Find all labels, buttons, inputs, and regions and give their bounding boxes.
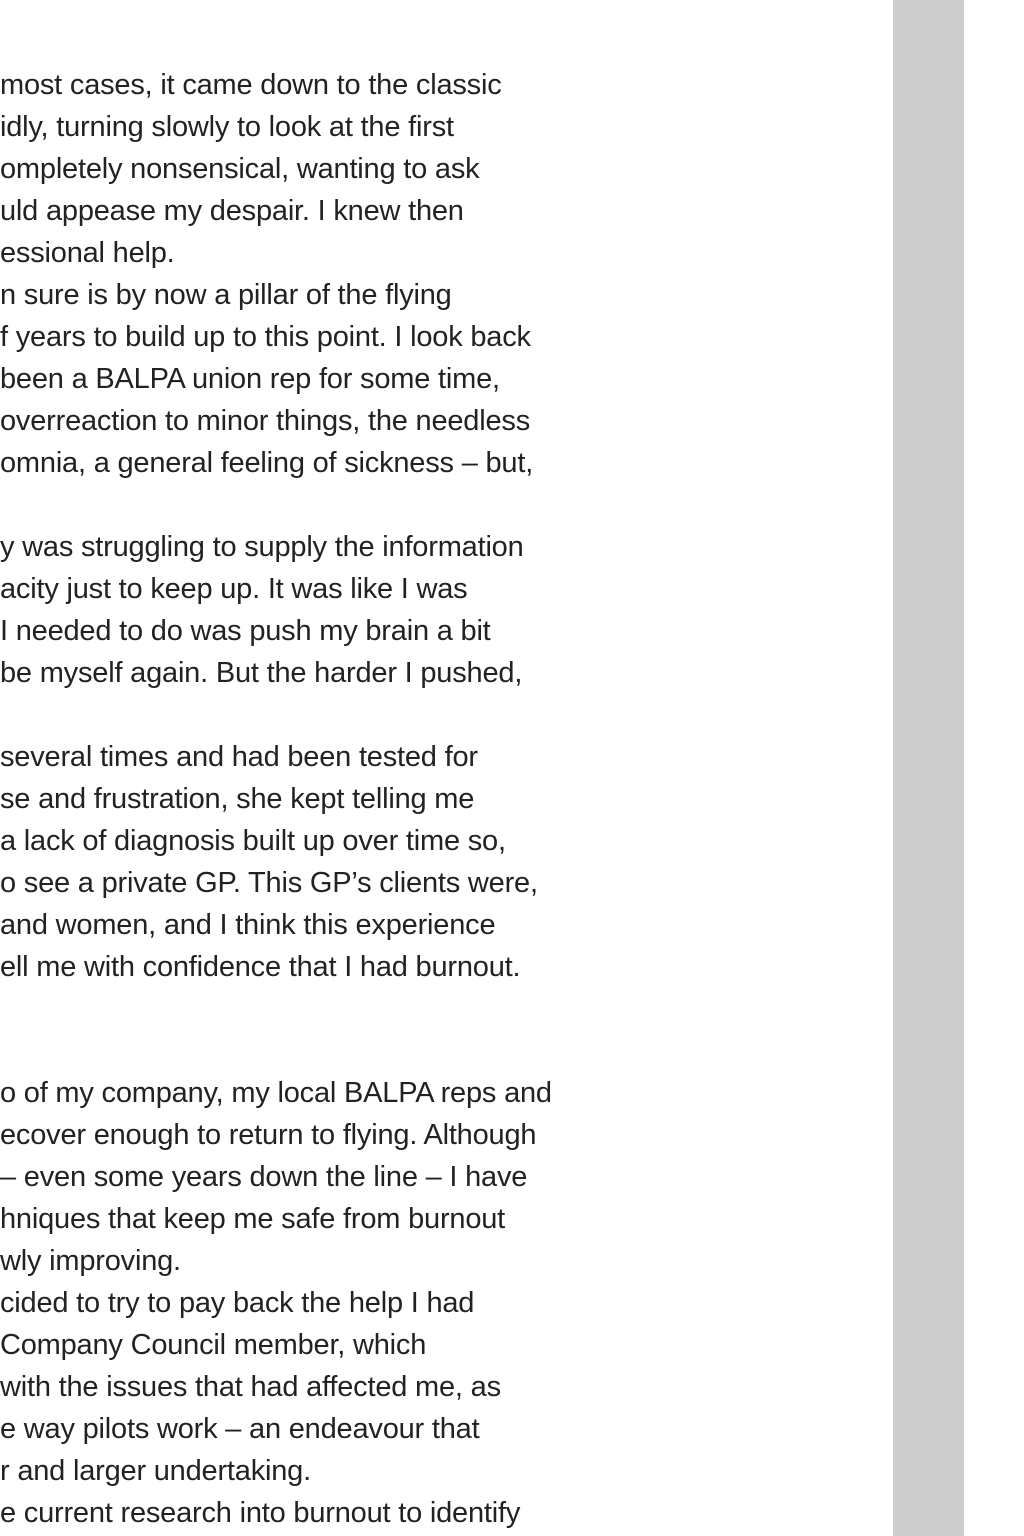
text-line: o of my company, my local BALPA reps and [0, 1077, 552, 1109]
text-line: a lack of diagnosis built up over time so, [0, 825, 506, 857]
text-line: ecover enough to return to flying. Although [0, 1119, 537, 1151]
text-line: and women, and I think this experience [0, 909, 496, 941]
text-line: y was struggling to supply the information [0, 531, 524, 563]
text-line: hniques that keep me safe from burnout [0, 1203, 506, 1235]
text-line: essional help. [0, 237, 175, 269]
text-line: r and larger undertaking. [0, 1455, 311, 1487]
text-line: most cases, it came down to the classic [0, 69, 502, 101]
text-line: I needed to do was push my brain a bit [0, 615, 491, 647]
text-line: f years to build up to this point. I look back [0, 321, 531, 353]
text-line: cided to try to pay back the help I had [0, 1287, 475, 1319]
text-line: ell me with confidence that I had burnout. [0, 951, 521, 983]
text-line: omnia, a general feeling of sickness – but, [0, 447, 534, 479]
text-line: e way pilots work – an endeavour that [0, 1413, 480, 1445]
text-line: overreaction to minor things, the needless [0, 405, 531, 437]
text-line: – even some years down the line – I have [0, 1161, 528, 1193]
text-line: e current research into burnout to identify [0, 1497, 521, 1529]
text-line: Company Council member, which [0, 1329, 427, 1361]
text-line: uld appease my despair. I knew then [0, 195, 464, 227]
text-line: acity just to keep up. It was like I was [0, 573, 468, 605]
text-line: wly improving. [0, 1245, 181, 1277]
text-line: ompletely nonsensical, wanting to ask [0, 153, 480, 185]
text-line: o see a private GP. This GP’s clients were, [0, 867, 538, 899]
text-line: be myself again. But the harder I pushed, [0, 657, 523, 689]
text-line: idly, turning slowly to look at the first [0, 111, 454, 143]
text-line: n sure is by now a pillar of the flying [0, 279, 452, 311]
text-line: several times and had been tested for [0, 741, 478, 773]
text-line: with the issues that had affected me, as [0, 1371, 501, 1403]
page-right-margin [964, 0, 1024, 1536]
text-line: se and frustration, she kept telling me [0, 783, 475, 815]
margin-bar [893, 0, 964, 1536]
text-line: been a BALPA union rep for some time, [0, 363, 500, 395]
